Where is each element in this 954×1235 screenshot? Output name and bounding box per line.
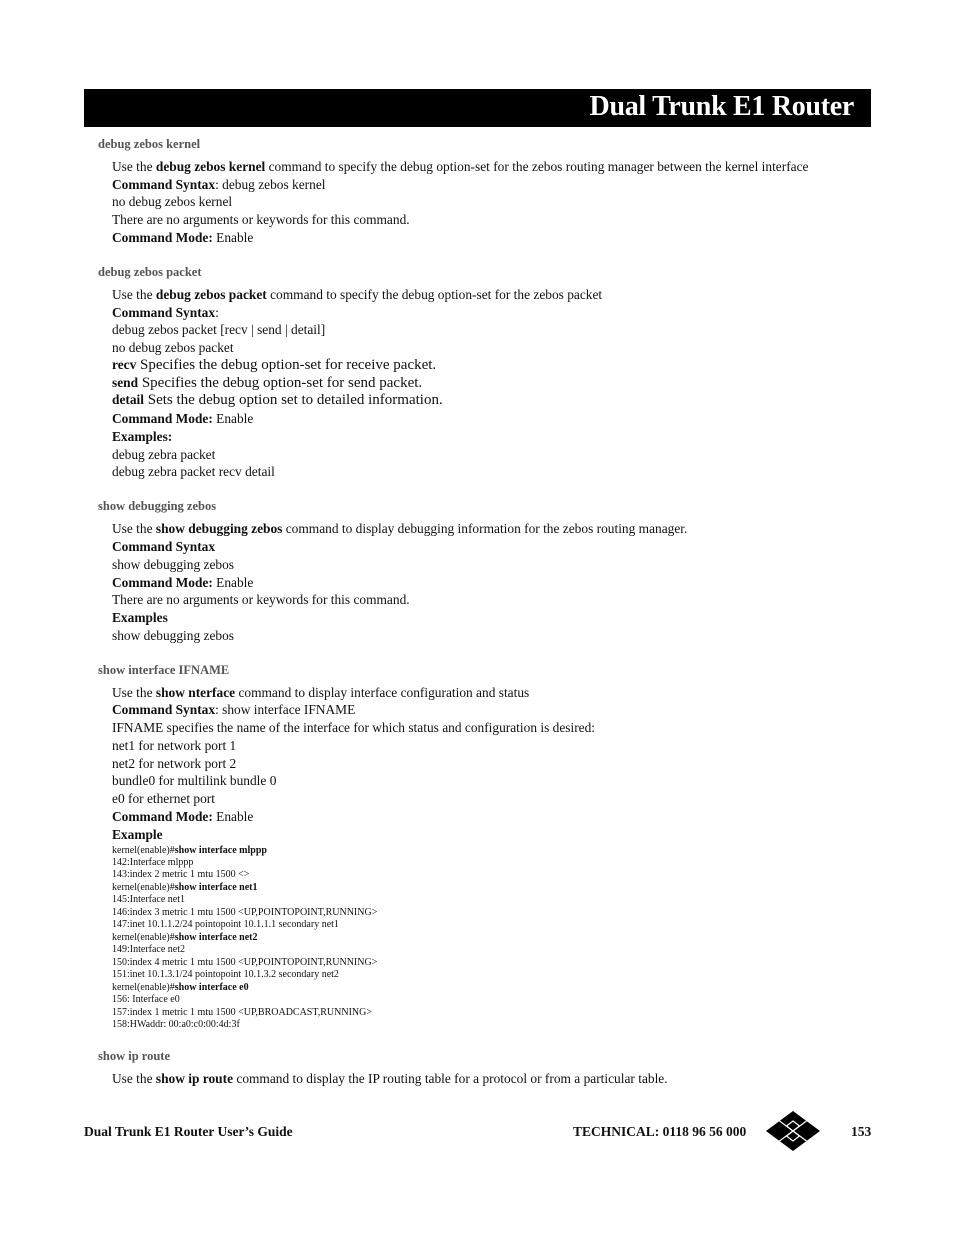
packet-detail: detail Sets the debug option set to detailed information.	[112, 392, 443, 408]
packet-examples-label: Examples:	[112, 429, 173, 444]
showdebug-mode: Command Mode: Enable	[112, 575, 254, 590]
showif-cmd-net1: kernel(enable)#show interface net1	[112, 882, 258, 893]
kernel-intro: Use the debug zebos kernel command to specify the debug option-set for the zebos routing manager between the kernel interface	[112, 159, 809, 174]
footer-guide-title: Dual Trunk E1 Router User’s Guide	[84, 1124, 293, 1139]
showif-option-net1: net1 for network port 1	[112, 738, 237, 753]
showif-intro: Use the show nterface command to display interface configuration and status	[112, 685, 530, 700]
showif-ifname-desc: IFNAME specifies the name of the interface for which status and configuration is desired:	[112, 720, 596, 735]
kernel-syntax: Command Syntax: debug zebos kernel	[112, 177, 326, 192]
showif-cmd-mlppp: kernel(enable)#show interface mlppp	[112, 845, 267, 856]
showif-cmd-e0: kernel(enable)#show interface e0	[112, 982, 249, 993]
showif-output-line: 151:inet 10.1.3.1/24 pointopoint 10.1.3.2 secondary net2	[112, 969, 339, 980]
kernel-no-form: no debug zebos kernel	[112, 194, 233, 209]
showif-output-line: 146:index 3 metric 1 mtu 1500 <UP,POINTOPOINT,RUNNING>	[112, 907, 378, 918]
footer-technical-phone: TECHNICAL: 0118 96 56 000	[573, 1124, 747, 1139]
showif-output-line: 143:index 2 metric 1 mtu 1500 <>	[112, 869, 250, 880]
showif-option-e0: e0 for ethernet port	[112, 791, 215, 806]
packet-example-2: debug zebra packet recv detail	[112, 464, 275, 479]
packet-intro: Use the debug zebos packet command to specify the debug option-set for the zebos packet	[112, 287, 603, 302]
section-heading-showdebug: show debugging zebos	[98, 499, 217, 513]
showif-option-net2: net2 for network port 2	[112, 756, 237, 771]
packet-no-form: no debug zebos packet	[112, 340, 234, 355]
showif-output-line: 158:HWaddr: 00:a0:c0:00:4d:3f	[112, 1019, 240, 1030]
packet-send: send Specifies the debug option-set for send packet.	[112, 375, 423, 391]
kernel-no-args: There are no arguments or keywords for this command.	[112, 212, 410, 227]
black-box-logo-icon	[765, 1110, 821, 1152]
showdebug-examples-label: Examples	[112, 610, 168, 625]
showdebug-example-1: show debugging zebos	[112, 628, 234, 643]
showif-syntax: Command Syntax: show interface IFNAME	[112, 702, 356, 717]
section-heading-kernel: debug zebos kernel	[98, 137, 201, 151]
showif-cmd-net2: kernel(enable)#show interface net2	[112, 932, 258, 943]
title-banner	[84, 89, 871, 127]
page-number: 153	[851, 1124, 872, 1139]
showif-output-line: 149:Interface net2	[112, 944, 186, 955]
packet-syntax-label: Command Syntax:	[112, 305, 219, 320]
showdebug-intro: Use the show debugging zebos command to display debugging information for the zebos routing manager.	[112, 521, 688, 536]
showif-output-line: 147:inet 10.1.1.2/24 pointopoint 10.1.1.1 secondary net1	[112, 919, 339, 930]
iproute-intro: Use the show ip route command to display the IP routing table for a protocol or from a particular table.	[112, 1071, 668, 1086]
showdebug-syntax-label: Command Syntax	[112, 539, 216, 554]
section-heading-packet: debug zebos packet	[98, 265, 202, 279]
showif-output-line: 157:index 1 metric 1 mtu 1500 <UP,BROADCAST,RUNNING>	[112, 1007, 372, 1018]
section-heading-iproute: show ip route	[98, 1049, 171, 1063]
packet-mode: Command Mode: Enable	[112, 411, 254, 426]
kernel-mode: Command Mode: Enable	[112, 230, 254, 245]
showif-output-line: 156: Interface e0	[112, 994, 180, 1005]
section-heading-showif: show interface IFNAME	[98, 663, 230, 677]
showif-output-line: 150:index 4 metric 1 mtu 1500 <UP,POINTOPOINT,RUNNING>	[112, 957, 378, 968]
showif-output-line: 145:Interface net1	[112, 894, 186, 905]
showdebug-syntax: show debugging zebos	[112, 557, 234, 572]
showif-example-label: Example	[112, 827, 163, 842]
showif-option-bundle0: bundle0 for multilink bundle 0	[112, 773, 277, 788]
packet-syntax: debug zebos packet [recv | send | detail]	[112, 322, 326, 337]
packet-example-1: debug zebra packet	[112, 447, 216, 462]
page-title: Dual Trunk E1 Router	[589, 91, 854, 122]
showif-output-line: 142:Interface mlppp	[112, 857, 194, 868]
showif-mode: Command Mode: Enable	[112, 809, 254, 824]
packet-recv: recv Specifies the debug option-set for receive packet.	[112, 357, 437, 373]
showdebug-no-args: There are no arguments or keywords for this command.	[112, 592, 410, 607]
